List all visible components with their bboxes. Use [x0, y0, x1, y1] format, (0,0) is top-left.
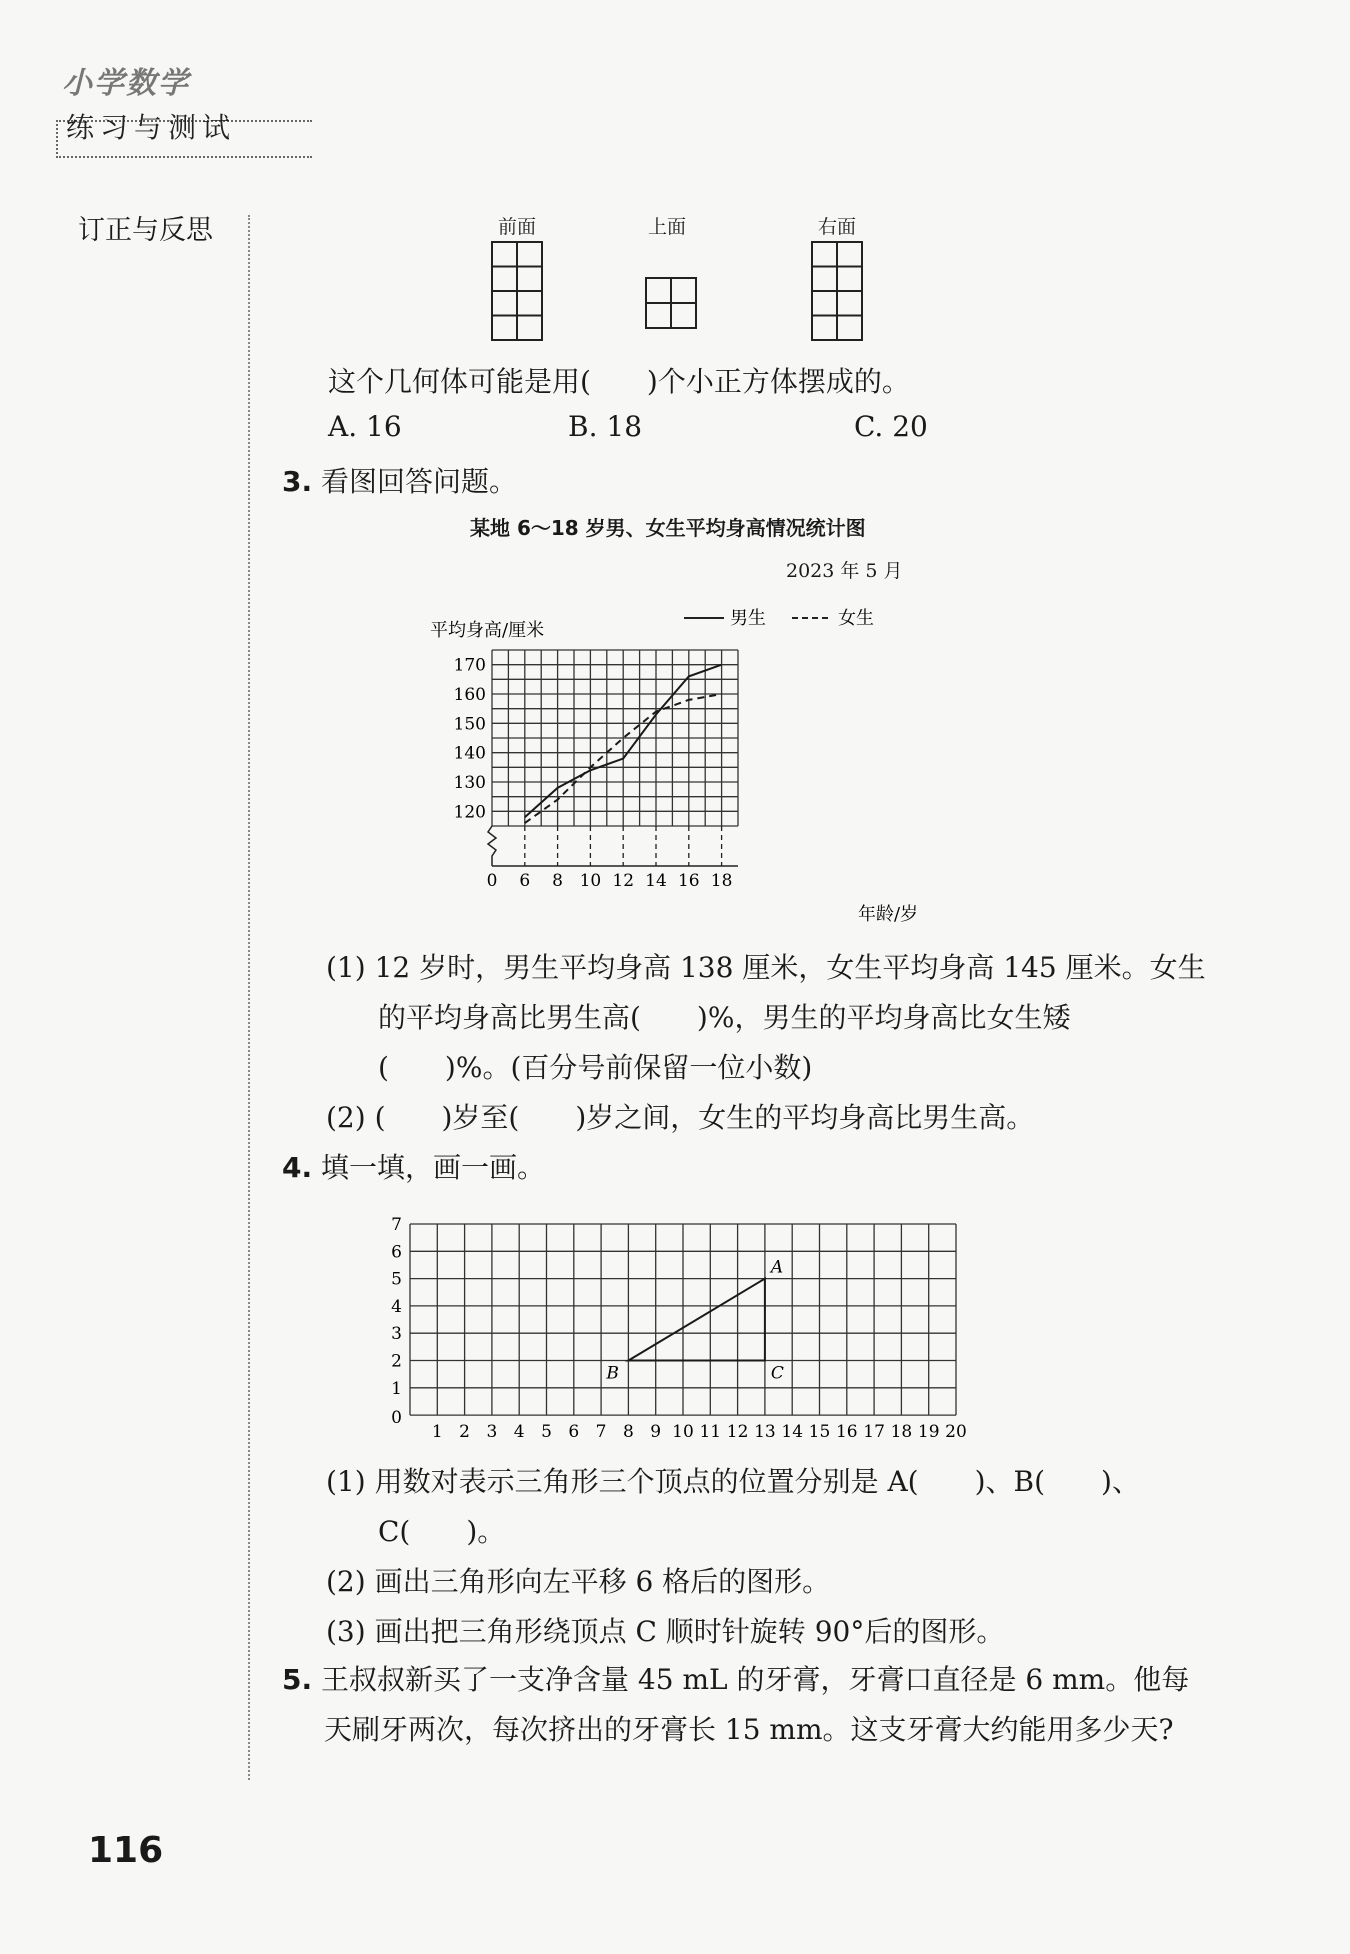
- grid-x-tick-1: 1: [431, 1422, 443, 1443]
- grid-y-tick-4: 4: [391, 1296, 402, 1317]
- y-tick-170: 170: [453, 655, 486, 676]
- vertex-label-A: A: [770, 1257, 784, 1278]
- q5-line2: 天刷牙两次，每次挤出的牙膏长 15 mm。这支牙膏大约能用多少天?: [324, 1713, 1174, 1746]
- grid-y-tick-7: 7: [391, 1215, 402, 1235]
- three-views-figure: [480, 236, 880, 346]
- x-tick-6: 6: [519, 871, 531, 891]
- q5-number: 5.: [282, 1663, 313, 1696]
- grid-x-tick-6: 6: [568, 1422, 580, 1443]
- page-number: 116: [88, 1830, 164, 1871]
- grid-x-tick-11: 11: [699, 1422, 722, 1443]
- grid-x-tick-17: 17: [863, 1422, 885, 1443]
- x-tick-8: 8: [552, 871, 564, 891]
- y-tick-140: 140: [453, 743, 486, 764]
- height-line-chart: [420, 598, 960, 938]
- grid-y-tick-0: 0: [391, 1408, 402, 1429]
- q2-option-c: C. 20: [854, 410, 928, 443]
- grid-x-tick-3: 3: [486, 1422, 498, 1443]
- grid-x-tick-15: 15: [808, 1422, 831, 1443]
- y-axis-label: 平均身高/厘米: [430, 620, 545, 641]
- q4-sub3: (3) 画出把三角形绕顶点 C 顺时针旋转 90°后的图形。: [326, 1615, 1005, 1648]
- chart-title: 某地 6～18 岁男、女生平均身高情况统计图: [470, 516, 866, 540]
- view-label-top: 上面: [648, 216, 687, 238]
- grid-x-tick-12: 12: [726, 1422, 749, 1443]
- vertex-label-B: B: [606, 1363, 619, 1384]
- q4-number: 4.: [282, 1151, 313, 1184]
- q3-sub2: (2) ( )岁至( )岁之间，女生的平均身高比男生高。: [326, 1101, 1035, 1134]
- coordinate-grid: [380, 1210, 980, 1450]
- grid-x-tick-19: 19: [917, 1422, 940, 1443]
- vertex-label-C: C: [770, 1363, 784, 1384]
- q4-sub1-line1: (1) 用数对表示三角形三个顶点的位置分别是 A( )、B( )、: [326, 1465, 1140, 1498]
- grid-y-tick-5: 5: [391, 1269, 402, 1290]
- x-tick-10: 10: [579, 871, 602, 891]
- grid-x-tick-13: 13: [754, 1422, 776, 1443]
- q5-text-line1: 王叔叔新买了一支净含量 45 mL 的牙膏，牙膏口直径是 6 mm。他每: [321, 1663, 1190, 1696]
- q4-heading: [282, 1146, 545, 1186]
- grid-y-tick-1: 1: [391, 1378, 402, 1399]
- y-tick-160: 160: [453, 685, 486, 705]
- series-title: 小学数学: [62, 66, 190, 101]
- grid-y-tick-2: 2: [391, 1351, 402, 1372]
- grid-x-tick-20: 20: [945, 1422, 967, 1443]
- grid-x-tick-5: 5: [541, 1422, 552, 1443]
- x-tick-0: 0: [486, 871, 498, 891]
- x-axis-label: 年龄/岁: [858, 904, 919, 925]
- triangle-abc: [628, 1279, 765, 1361]
- y-tick-120: 120: [453, 802, 486, 823]
- q3-number: 3.: [282, 465, 313, 498]
- q4-prompt: 填一填，画一画。: [321, 1151, 546, 1184]
- q4-sub2: (2) 画出三角形向左平移 6 格后的图形。: [326, 1565, 831, 1598]
- q2-question: 这个几何体可能是用( )个小正方体摆成的。: [328, 365, 910, 398]
- q2-option-a: A. 16: [328, 410, 402, 443]
- q3-heading: [282, 460, 517, 500]
- q3-sub1-line3: ( )%。(百分号前保留一位小数): [378, 1051, 813, 1084]
- grid-x-tick-4: 4: [513, 1422, 525, 1443]
- legend-girls: 女生: [838, 608, 874, 629]
- y-tick-130: 130: [453, 773, 486, 793]
- grid-y-tick-6: 6: [391, 1242, 402, 1263]
- margin-label: 订正与反思: [78, 215, 213, 246]
- grid-x-tick-2: 2: [459, 1422, 471, 1443]
- grid-x-tick-8: 8: [622, 1422, 634, 1443]
- grid-x-tick-14: 14: [781, 1422, 804, 1443]
- grid-x-tick-9: 9: [650, 1422, 662, 1443]
- grid-x-tick-10: 10: [672, 1422, 694, 1443]
- book-title: 练习与测试: [66, 111, 237, 144]
- x-tick-16: 16: [677, 871, 700, 891]
- y-tick-150: 150: [453, 714, 486, 735]
- q3-prompt: 看图回答问题。: [321, 465, 518, 498]
- grid-x-tick-18: 18: [890, 1422, 913, 1443]
- view-label-right: 右面: [818, 216, 857, 238]
- chart-subtitle: 2023 年 5 月: [786, 560, 903, 582]
- q4-sub1-line2: C( )。: [378, 1515, 506, 1548]
- axis-break: [488, 826, 496, 866]
- grid-x-tick-16: 16: [835, 1422, 858, 1443]
- q2-option-b: B. 18: [568, 410, 643, 443]
- grid-x-tick-7: 7: [595, 1422, 607, 1443]
- x-tick-18: 18: [710, 871, 733, 891]
- q3-sub1-line2: 的平均身高比男生高( )%，男生的平均身高比女生矮: [378, 1001, 1071, 1034]
- x-tick-14: 14: [645, 871, 667, 891]
- x-tick-12: 12: [612, 871, 635, 891]
- legend-boys: 男生: [730, 608, 766, 629]
- q3-sub1-line1: (1) 12 岁时，男生平均身高 138 厘米，女生平均身高 145 厘米。女生: [326, 951, 1206, 984]
- q5-line1: [282, 1658, 1189, 1698]
- margin-divider: [248, 215, 250, 1780]
- grid-y-tick-3: 3: [391, 1324, 402, 1345]
- view-label-front: 前面: [498, 216, 537, 238]
